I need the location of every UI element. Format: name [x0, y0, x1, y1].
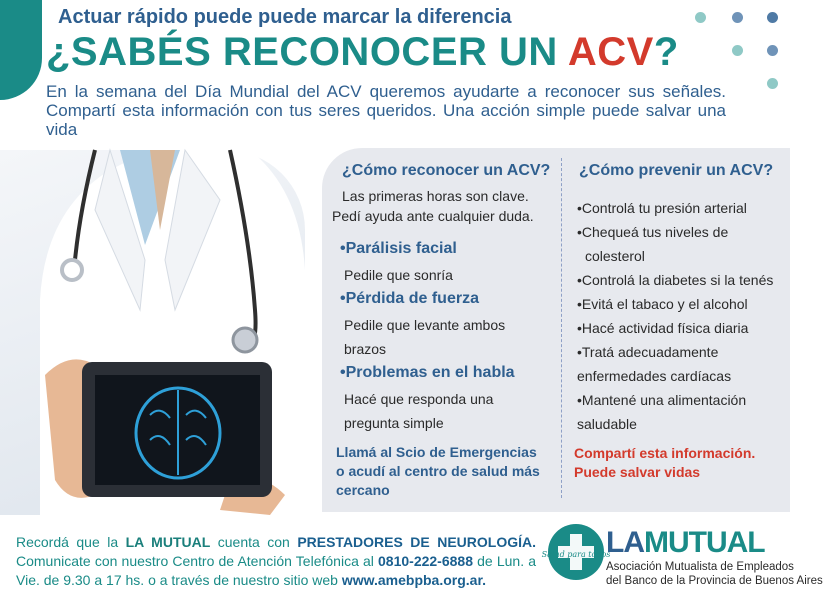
sign-strength-loss-text-1: Pedile que levante ambos: [344, 317, 506, 333]
sign-strength-loss-text-2: brazos: [344, 341, 387, 357]
logo-wordmark-la: LA: [606, 526, 644, 559]
cross-icon: [541, 524, 611, 580]
dot: [695, 12, 706, 23]
prevent-item: •Controlá tu presión arterial: [577, 200, 747, 216]
prevent-cta-line-1: Compartí esta información.: [574, 445, 756, 461]
prevent-item: •Evitá el tabaco y el alcohol: [577, 296, 748, 312]
teal-corner-shape: [0, 0, 42, 100]
page-title: [46, 30, 679, 75]
logo-badge: [541, 524, 611, 580]
logo-badge-text: Salud para todos: [541, 550, 611, 559]
doctor-illustration: [0, 150, 305, 515]
title-accent: ACV: [567, 30, 654, 74]
footer-website-link[interactable]: www.amebpba.org.ar.: [341, 572, 487, 588]
title-main: ¿SABÉS RECONOCER UN: [46, 30, 568, 74]
sign-speech-problems-text-1: Hacé que responda una: [344, 391, 494, 407]
info-panel: [322, 148, 790, 512]
dot: [767, 78, 778, 89]
sign-speech-problems-text-2: pregunta simple: [344, 415, 444, 431]
sign-facial-paralysis: •Parálisis facial: [340, 240, 457, 257]
recognize-line-1: Las primeras horas son clave.: [342, 188, 529, 204]
logo-subtitle-line-1: Asociación Mutualista de Empleados: [606, 561, 794, 573]
dot: [732, 12, 743, 23]
footer-providers: PRESTADORES DE NEUROLOGÍA.: [297, 534, 537, 550]
intro-paragraph: En la semana del Día Mundial del ACV queremos ayudarte a reconocer sus señales. Compartí esta información con tus seres queridos. Una acción simple puede salvar una vida: [46, 82, 726, 139]
header-subtitle: Actuar rápido puede puede marcar la diferencia: [58, 6, 512, 28]
logo-subtitle-line-2: del Banco de la Provincia de Buenos Aires: [606, 575, 823, 587]
sign-speech-problems: •Problemas en el habla: [340, 364, 515, 381]
prevent-cta-line-2: Puede salvar vidas: [574, 464, 701, 480]
prevent-item: saludable: [577, 416, 637, 432]
logo-wordmark-mutual: MUTUAL: [644, 526, 765, 559]
dot: [767, 12, 778, 23]
footer-org-name: LA MUTUAL: [125, 534, 211, 550]
footer-phone: 0810-222-6888: [378, 553, 473, 569]
recognize-line-2: Pedí ayuda ante cualquier duda.: [332, 208, 534, 224]
logo-subtitle: [606, 560, 823, 588]
prevent-item: •Tratá adecuadamente: [577, 344, 719, 360]
dot: [732, 45, 743, 56]
prevent-item: enfermedades cardíacas: [577, 368, 732, 384]
footer-contact-text: [16, 533, 536, 590]
sign-facial-paralysis-text: Pedile que sonría: [344, 267, 453, 283]
footer-text-4: de Lun. a Vie. de 9.30 a 17 hs. o a través de nuestro sitio web: [16, 553, 536, 588]
prevent-item: •Controlá la diabetes si la tenés: [577, 272, 774, 288]
prevent-item: •Chequeá tus niveles de: [577, 224, 729, 240]
doctor-photo: [0, 150, 305, 515]
prevent-item: •Hacé actividad física diaria: [577, 320, 749, 336]
footer-text-3: Comunicate con nuestro Centro de Atención Telefónica al: [16, 553, 379, 569]
prevent-cta: [574, 444, 755, 482]
recognize-cta-line-1: Llamá al Scio de Emergencias: [336, 444, 537, 460]
footer-text-2: cuenta con: [210, 534, 298, 550]
recognize-cta-line-3: cercano: [336, 482, 390, 498]
column-divider: [561, 158, 562, 498]
footer-text-1: Recordá que la: [16, 534, 126, 550]
prevent-item: •Mantené una alimentación: [577, 392, 747, 408]
prevent-title: ¿Cómo prevenir un ACV?: [579, 162, 774, 179]
dot: [767, 45, 778, 56]
recognize-cta: [336, 443, 540, 500]
logo-wordmark: [606, 526, 765, 560]
sign-strength-loss: •Pérdida de fuerza: [340, 290, 479, 307]
prevent-item: colesterol: [585, 248, 645, 264]
title-end: ?: [653, 30, 679, 74]
recognize-title: ¿Cómo reconocer un ACV?: [342, 162, 551, 179]
recognize-cta-line-2: o acudí al centro de salud más: [336, 463, 540, 479]
